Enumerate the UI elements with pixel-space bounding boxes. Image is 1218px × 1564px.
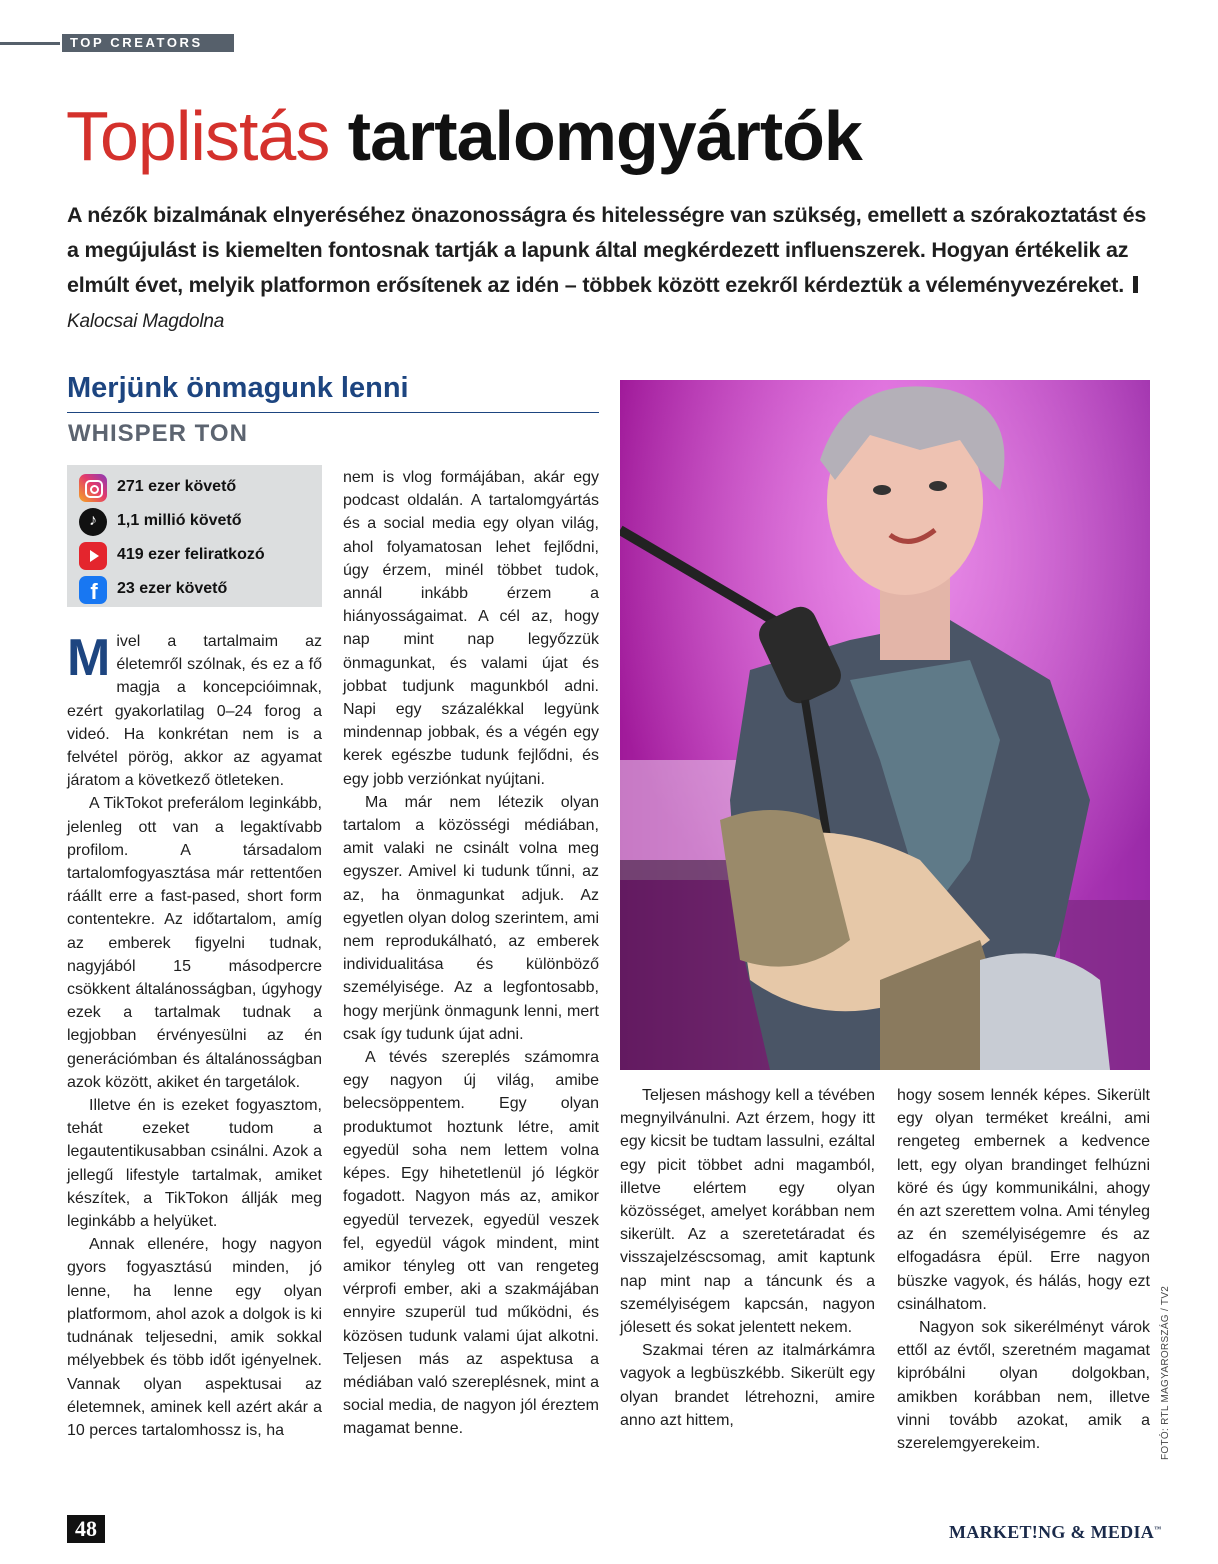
instagram-icon <box>79 474 107 502</box>
body-column-2 <box>343 466 599 1441</box>
stat-text: 419 ezer feliratkozó <box>117 546 265 563</box>
byline-separator <box>1133 276 1138 293</box>
subhead-rule <box>67 412 599 413</box>
headline-light: Toplistás <box>66 97 330 175</box>
stat-text: 271 ezer követő <box>117 478 237 495</box>
stat-facebook <box>79 576 319 604</box>
portrait-photo <box>620 380 1150 1070</box>
brand-trademark: ™ <box>1154 1525 1162 1533</box>
headline <box>66 90 862 182</box>
stat-youtube <box>79 542 319 570</box>
body-paragraph: A TikTokot preferálom leginkább, jelenleg ott van a legaktívabb profilom. A társadalom tartalomfogyasztása már rettentően ráállt erre a fast-pased, short form contentekre. Az időtartalom, amíg az emberek figyelni tudnak, nagyjából 15 másodpercre csökkent általánosságban, úgyhogy ezek a tartalmak tudnak a legjobban érvényesülni az én generációmban és általánosságban azok között, akiket én targetálok. <box>67 795 322 1091</box>
stat-text: 1,1 millió követő <box>117 512 242 529</box>
drop-cap: M <box>67 629 111 687</box>
lead-text: A nézők bizalmának elnyeréséhez önazonosságra és hitelességre van szükség, emellett a szórakoztatást és a megújulást is kiemelten fontosnak tartják a lapunk által megkérdezett influenszerek. Hogyan értékelik az elmúlt évet, melyik platformon erősítenek az idén – többek között ezekről kérdeztük a véleményvezéreket. <box>67 203 1147 297</box>
lead-paragraph <box>67 198 1147 339</box>
magazine-brand <box>949 1522 1161 1543</box>
headline-bold: tartalomgyártók <box>347 97 862 175</box>
body-column-4 <box>897 1084 1150 1455</box>
stat-tiktok <box>79 508 319 536</box>
page-number: 48 <box>67 1515 105 1543</box>
body-column-3 <box>620 1084 875 1432</box>
body-paragraph: A tévés szereplés számomra egy nagyon új világ, amibe belecsöppentem. Egy olyan produktumot hoztunk létre, amit egyedül soha nem lettem volna képes. Egy hihetetlenül jó légkör fogadott. Nagyon más az, amikor egyedül tervezek, egyedül veszek fel, egyedül vágok mindent, mint amikor tényleg ott van rengeteg vérprofi ember, aki a szakmájában ennyire szuperül tud működni, és közösen tudunk valami újat alkotni. Teljesen más az aspektusa a médiában való szereplésnek, mint a social media, de nagyon jól éreztem magamat benne. <box>343 1049 599 1438</box>
youtube-icon <box>79 542 107 570</box>
follower-stats-box <box>67 465 322 607</box>
section-kicker <box>0 34 234 52</box>
body-paragraph <box>67 630 322 792</box>
body-paragraph: Teljesen máshogy kell a tévében megnyilvánulni. Azt érzem, hogy itt egy kicsit be tudtam lassulni, ezáltal egy picit többet adni magamból, illetve elértem egy olyan közösséget, amelyet korábban nem sikerült. Az a szeretetáradat és visszajelzéscsomag, amit kaptunk nap mint nap a táncunk és a személyiségem kapcsán, nagyon jólesett és sokat jelentett nekem. <box>620 1087 875 1337</box>
body-paragraph: Nagyon sok sikerélményt várok ettől az évtől, szeretném magamat kipróbálni olyan dolgokban, amikben korábban nem, illetve vinni tovább azokat, amik a szerelemgyerekeim. <box>897 1319 1150 1453</box>
body-paragraph: Ma már nem létezik olyan tartalom a közösségi médiában, amit valaki ne csinált volna meg egyszer. Amivel ki tudunk tűnni, az az, ha önmagunkat adjuk. Az egyetlen olyan dolog szerintem, ami nem reprodukálható, az emberek individualitása és különböző személyisége. Az a legfontosabb, hogy merjünk önmagunk lenni, mert csak így tudunk újat adni. <box>343 793 599 1043</box>
body-paragraph: nem is vlog formájában, akár egy podcast oldalán. A tartalomgyártás és a social media egy olyan világ, ahol folyamatosan lehet fejlődni, úgy érzem, minél többet tudok, annál inkább érzem a hiányosságaimat. A cél az, hogy nap mint nap legyőzzük önmagunkat, és valami újat és jobbat tudjunk magunkból adni. Napi egy százalékkal legyünk mindennap jobbak, és a végén egy kerek egészbe tudunk fejlődni, és egy jobb verziónkat nyújtani. <box>343 469 599 788</box>
creator-name: WHISPER TON <box>68 420 248 447</box>
tiktok-icon <box>79 508 107 536</box>
stat-text: 23 ezer követő <box>117 580 228 597</box>
body-paragraph: Annak ellenére, hogy nagyon gyors fogyasztású minden, jó lenne, ha lenne egy olyan platformom, ahol azok a dolgok is ki tudnának teljesedni, amik sokkal mélyebbek és több időt igényelnek. Vannak olyan aspektusai az életemnek, aminek kell azért akár a 10 perces tartalomhossz is, ha <box>67 1236 322 1439</box>
body-paragraph: Illetve én is ezeket fogyasztom, tehát ezeket tudom a legautentikusabban csinálni. Azok a jellegű lifestyle tartalmak, amiket készítek, a TikTokon állják meg leginkább a helyüket. <box>67 1097 322 1231</box>
body-paragraph: Szakmai téren az italmárkámra vagyok a legbüszkébb. Sikerült egy olyan brandet létrehozni, amire anno azt hittem, <box>620 1342 875 1429</box>
kicker-rule <box>0 42 60 45</box>
body-column-1 <box>67 630 322 1442</box>
brand-name: MARKET!NG & MEDIA <box>949 1522 1155 1542</box>
paragraph-text: ivel a tartalmaim az életemről szólnak, és ez a fő magja a koncepcióimnak, ezért gyakorlatilag 0–24 forog a videó. Ha konkrétan nem is a felvétel pörög, akkor az agyamat járatom a következő ötleteken. <box>67 633 322 790</box>
stat-instagram <box>79 474 319 502</box>
facebook-icon <box>79 576 107 604</box>
section-tag: TOP CREATORS <box>62 34 234 52</box>
portrait-illustration <box>620 380 1150 1070</box>
author-byline: Kalocsai Magdolna <box>67 311 225 332</box>
photo-credit-text: FOTÓ: RTL MAGYARORSZÁG / TV2 <box>1160 1285 1171 1460</box>
article-subhead: Merjünk önmagunk lenni <box>67 372 409 404</box>
body-paragraph: hogy sosem lennék képes. Sikerült egy olyan terméket kreálni, ami rengeteg embernek a kedvence lett, egy olyan brandinget felhúzni köré és úgy kommunikálni, ahogy én azt szerettem volna. Ami tényleg az én személyiségemre és az elfogadásra épül. Erre nagyon büszke vagyok, és hálás, hogy ezt csinálhatom. <box>897 1087 1150 1313</box>
